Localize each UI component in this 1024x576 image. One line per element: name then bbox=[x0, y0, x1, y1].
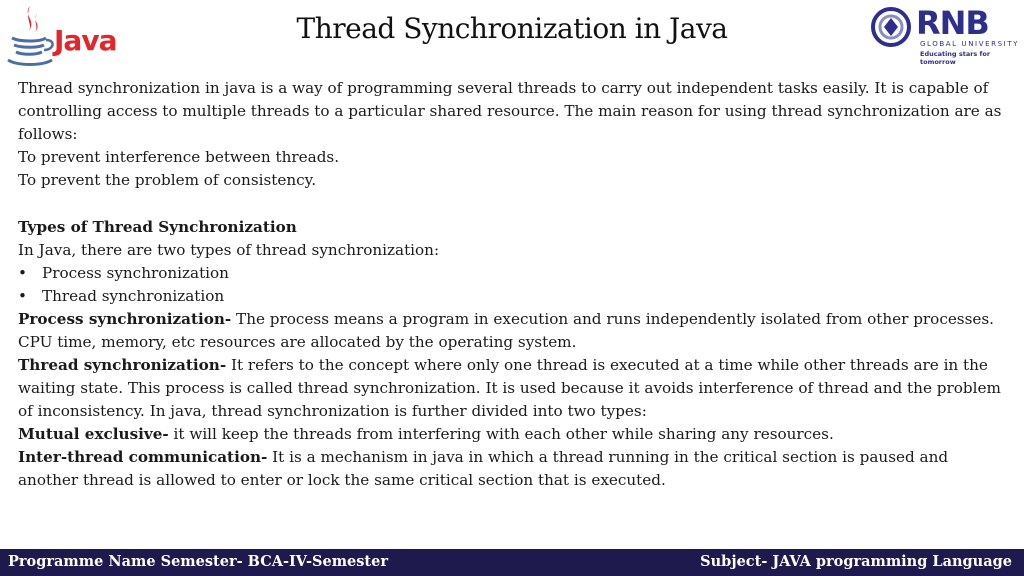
university-tagline: Educating stars for tomorrow bbox=[920, 50, 991, 66]
java-logo-text: Java bbox=[54, 24, 117, 57]
bullet-text: Thread synchronization bbox=[42, 287, 225, 305]
rnb-emblem-icon bbox=[870, 6, 912, 48]
definition-term: Thread synchronization- bbox=[18, 356, 227, 374]
definition-text: The process means a program in execution and runs independently isolated from other processes. CPU time, memory, etc resources are allocated by the operating system. bbox=[18, 310, 995, 351]
definition-process bbox=[18, 308, 1010, 354]
definition-term: Process synchronization- bbox=[18, 310, 232, 328]
definition-text: It is a mechanism in java in which a thread running in the critical section is paused and another thread is allowed to enter or lock the same critical section that is executed. bbox=[18, 448, 949, 489]
university-subtitle: GLOBAL UNIVERSITY bbox=[920, 40, 1020, 48]
definition-text: it will keep the threads from interfering with each other while sharing any resources. bbox=[168, 425, 834, 443]
bullet-icon: • bbox=[18, 287, 27, 305]
bullet-icon: • bbox=[18, 264, 27, 282]
definition-term: Mutual exclusive- bbox=[18, 425, 169, 443]
definition-inter-thread bbox=[18, 446, 1010, 492]
reason-item: To prevent the problem of consistency. bbox=[18, 171, 317, 189]
university-name: RNB bbox=[916, 4, 989, 42]
section-lead: In Java, there are two types of thread synchronization: bbox=[18, 241, 440, 259]
bullet-text: Process synchronization bbox=[42, 264, 229, 282]
slide-body bbox=[18, 77, 1010, 492]
intro-paragraph: Thread synchronization in java is a way of programming several threads to carry out independent tasks easily. It is capable of controlling access to multiple threads to a particular shared resource. The main reason for using thread synchronization are as follows: bbox=[18, 79, 1002, 143]
footer-subject: Subject- JAVA programming Language bbox=[700, 553, 1012, 570]
definition-term: Inter-thread communication- bbox=[18, 448, 268, 466]
definition-thread bbox=[18, 354, 1010, 423]
footer-programme: Programme Name Semester- BCA-IV-Semester bbox=[8, 553, 388, 570]
footer-bar bbox=[0, 549, 1024, 576]
definition-mutual bbox=[18, 423, 1010, 446]
bullet-item bbox=[18, 285, 1010, 308]
university-logo bbox=[868, 4, 1020, 66]
spacer bbox=[18, 192, 1010, 216]
slide-title: Thread Synchronization in Java bbox=[296, 12, 728, 45]
definition-text: It refers to the concept where only one thread is executed at a time while other threads are in the waiting state. This process is called thread synchronization. It is used because it avoids interference of thread and the problem of inconsistency. In java, thread synchronization is further divided into two types: bbox=[18, 356, 1001, 420]
reason-item: To prevent interference between threads. bbox=[18, 148, 340, 166]
bullet-item bbox=[18, 262, 1010, 285]
section-heading: Types of Thread Synchronization bbox=[18, 218, 297, 236]
